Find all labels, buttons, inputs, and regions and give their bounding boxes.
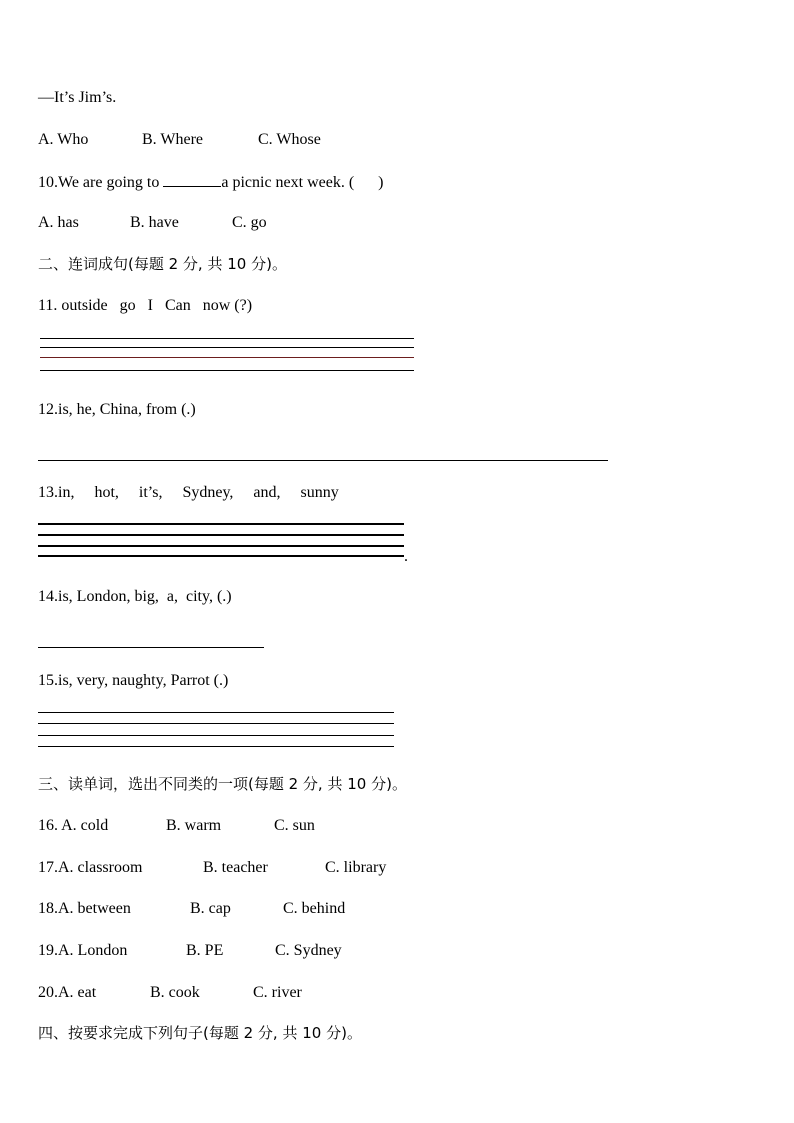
q13-prompt: 13.in, hot, it’s, Sydney, and, sunny bbox=[38, 484, 339, 501]
answer-line bbox=[38, 555, 404, 557]
q14-prompt: 14.is, London, big, a, city, (.) bbox=[38, 588, 232, 605]
q20-option-a: 20.A. eat bbox=[38, 984, 97, 1001]
answer-line bbox=[38, 712, 394, 713]
q17-option-a: 17.A. classroom bbox=[38, 859, 143, 876]
q19-option-b: B. PE bbox=[186, 942, 224, 959]
q10-option-b: B. have bbox=[130, 214, 179, 231]
answer-line bbox=[40, 370, 414, 371]
q9-option-c: C. Whose bbox=[258, 131, 321, 148]
q10-text-before: We are going to bbox=[58, 174, 164, 191]
q18-option-a: 18.A. between bbox=[38, 900, 131, 917]
q16-option-c: C. sun bbox=[274, 817, 315, 834]
answer-line bbox=[40, 357, 414, 358]
q20-option-b: B. cook bbox=[150, 984, 200, 1001]
answer-line bbox=[40, 338, 414, 339]
q17-option-c: C. library bbox=[325, 859, 387, 876]
q17-option-b: B. teacher bbox=[203, 859, 268, 876]
q10-blank[interactable] bbox=[163, 171, 221, 187]
section-2-title: 二、连词成句(每题 2 分, 共 10 分)。 bbox=[38, 255, 287, 273]
section-3-title: 三、读单词，选出不同类的一项(每题 2 分, 共 10 分)。 bbox=[38, 775, 407, 793]
q10-options bbox=[38, 213, 438, 293]
q16-option-b: B. warm bbox=[166, 817, 222, 834]
q11-prompt: 11. outside go I Can now (?) bbox=[38, 297, 253, 314]
answer-line bbox=[38, 523, 404, 525]
q19-option-a: 19.A. London bbox=[38, 942, 128, 959]
q13-period: . bbox=[404, 548, 408, 565]
q12-answer-line[interactable] bbox=[38, 460, 608, 461]
q9-options bbox=[38, 130, 438, 210]
answer-line bbox=[40, 347, 414, 348]
q15-prompt: 15.is, very, naughty, Parrot (.) bbox=[38, 672, 229, 689]
section-4-title: 四、按要求完成下列句子(每题 2 分, 共 10 分)。 bbox=[38, 1024, 362, 1042]
q18-option-b: B. cap bbox=[190, 900, 231, 917]
q19-option-c: C. Sydney bbox=[275, 942, 342, 959]
q18-option-c: C. behind bbox=[283, 900, 346, 917]
q10-option-a: A. has bbox=[38, 214, 79, 231]
q9-answer-line: —It’s Jim’s. bbox=[38, 89, 117, 106]
answer-line bbox=[38, 534, 404, 536]
q9-option-b: B. Where bbox=[142, 131, 204, 148]
q10-question bbox=[38, 171, 384, 193]
answer-line bbox=[38, 545, 404, 547]
answer-line bbox=[38, 723, 394, 724]
q12-prompt: 12.is, he, China, from (.) bbox=[38, 401, 196, 418]
q10-option-c: C. go bbox=[232, 214, 267, 231]
answer-line bbox=[38, 746, 394, 747]
answer-line bbox=[38, 735, 394, 736]
q16-option-a: 16. A. cold bbox=[38, 817, 109, 834]
q10-number: 10. bbox=[38, 174, 58, 191]
q20-option-c: C. river bbox=[253, 984, 302, 1001]
q10-text-after: a picnic next week. ( ) bbox=[221, 174, 384, 191]
q9-option-a: A. Who bbox=[38, 131, 89, 148]
q14-answer-line[interactable] bbox=[38, 647, 264, 648]
